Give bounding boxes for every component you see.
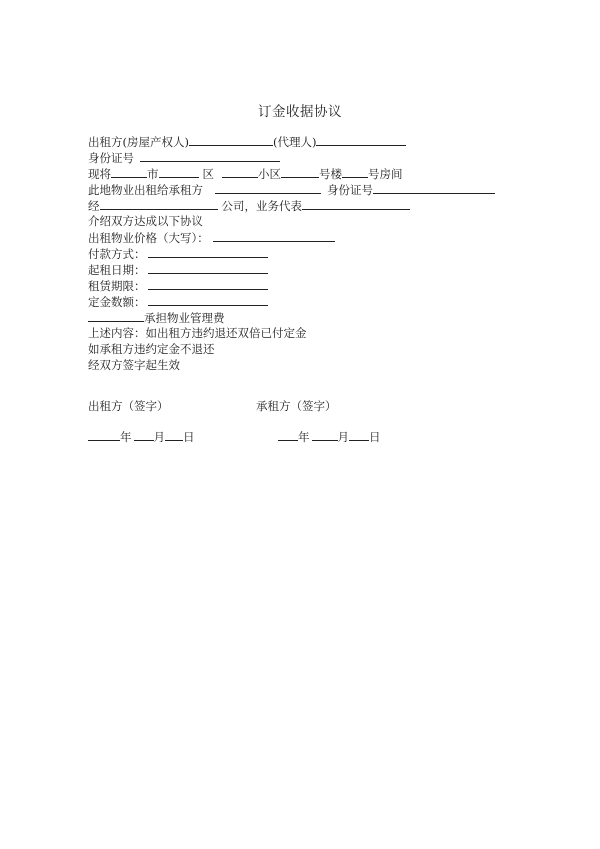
community-blank[interactable] xyxy=(222,165,258,178)
agency-line xyxy=(88,197,410,213)
management-fee-party-blank[interactable] xyxy=(88,309,144,322)
lessee-month-label: 月 xyxy=(337,430,349,444)
lease-term-line xyxy=(88,277,268,293)
lessee-year-label: 年 xyxy=(298,430,310,444)
payment-method-blank[interactable] xyxy=(148,245,268,258)
payment-method-line xyxy=(88,245,268,261)
lessor-signature-text: 出租方（签字） xyxy=(88,399,169,413)
lessor-day-label: 日 xyxy=(183,430,195,444)
agency-name-blank[interactable] xyxy=(100,197,218,210)
address-line xyxy=(88,165,403,181)
lessor-month-label: 月 xyxy=(153,430,165,444)
lessee-year-blank[interactable] xyxy=(278,428,298,441)
lessor-label: 出租方(房屋产权人) xyxy=(88,135,189,149)
effective-line xyxy=(88,357,180,373)
lessor-signature-label xyxy=(88,398,169,414)
management-fee-line xyxy=(88,309,225,325)
breach-lessee-text: 如承租方违约定金不退还 xyxy=(88,342,215,356)
price-line xyxy=(88,229,335,245)
document-title: 订金收据协议 xyxy=(258,104,342,120)
breach-lessor-line xyxy=(88,325,307,341)
effective-text: 经双方签字起生效 xyxy=(88,358,180,372)
lessee-name-blank[interactable] xyxy=(215,181,321,194)
district-blank[interactable] xyxy=(159,165,199,178)
id-number-label: 身份证号 xyxy=(88,151,134,165)
start-date-blank[interactable] xyxy=(148,261,268,274)
building-blank[interactable] xyxy=(281,165,319,178)
lessee-id-blank[interactable] xyxy=(373,181,495,194)
city-label: 市 xyxy=(147,167,159,181)
lessee-id-label: 身份证号 xyxy=(327,183,373,197)
lessor-date-line xyxy=(88,428,195,444)
room-label: 号房间 xyxy=(368,167,403,181)
community-label: 小区 xyxy=(258,167,281,181)
district-label: 区 xyxy=(202,167,214,181)
deposit-amount-blank[interactable] xyxy=(148,293,268,306)
lessee-month-blank[interactable] xyxy=(312,428,338,441)
lessee-day-label: 日 xyxy=(369,430,381,444)
lessor-day-blank[interactable] xyxy=(165,428,183,441)
breach-lessee-line xyxy=(88,341,215,357)
lease-term-blank[interactable] xyxy=(148,277,268,290)
agency-label: 公司，业务代表 xyxy=(221,199,302,213)
lessor-name-blank[interactable] xyxy=(189,133,273,146)
payment-method-label: 付款方式： xyxy=(88,247,146,261)
lessee-date-line xyxy=(278,428,381,444)
representative-blank[interactable] xyxy=(302,197,410,210)
breach-lessor-text: 上述内容：如出租方违约退还双倍已付定金 xyxy=(88,326,307,340)
agent-label: (代理人) xyxy=(272,135,317,149)
city-blank[interactable] xyxy=(111,165,147,178)
lessee-line xyxy=(88,181,495,197)
lessor-year-blank[interactable] xyxy=(88,428,120,441)
agreement-intro-text: 介绍双方达成以下协议 xyxy=(88,214,203,228)
id-number-line xyxy=(88,149,280,165)
lessor-year-label: 年 xyxy=(120,430,132,444)
agreement-intro-line xyxy=(88,213,203,229)
lessor-line xyxy=(88,133,406,149)
id-number-blank[interactable] xyxy=(140,149,280,162)
lessee-day-blank[interactable] xyxy=(349,428,369,441)
deposit-amount-line xyxy=(88,293,268,309)
agency-prefix: 经 xyxy=(88,199,100,213)
lessor-month-blank[interactable] xyxy=(134,428,154,441)
lessee-signature-text: 承租方（签字） xyxy=(256,399,337,413)
lessee-label: 此地物业出租给承租方 xyxy=(88,183,203,197)
price-blank[interactable] xyxy=(213,229,335,242)
start-date-line xyxy=(88,261,268,277)
price-label: 出租物业价格（大写）： xyxy=(88,231,209,245)
address-prefix: 现将 xyxy=(88,167,111,181)
room-blank[interactable] xyxy=(342,165,368,178)
agent-name-blank[interactable] xyxy=(316,133,406,146)
lease-term-label: 租赁期限： xyxy=(88,279,146,293)
management-fee-text: 承担物业管理费 xyxy=(144,311,225,325)
building-label: 号楼 xyxy=(319,167,342,181)
deposit-amount-label: 定金数额： xyxy=(88,295,146,309)
lessee-signature-label xyxy=(256,398,337,414)
start-date-label: 起租日期： xyxy=(88,263,146,277)
